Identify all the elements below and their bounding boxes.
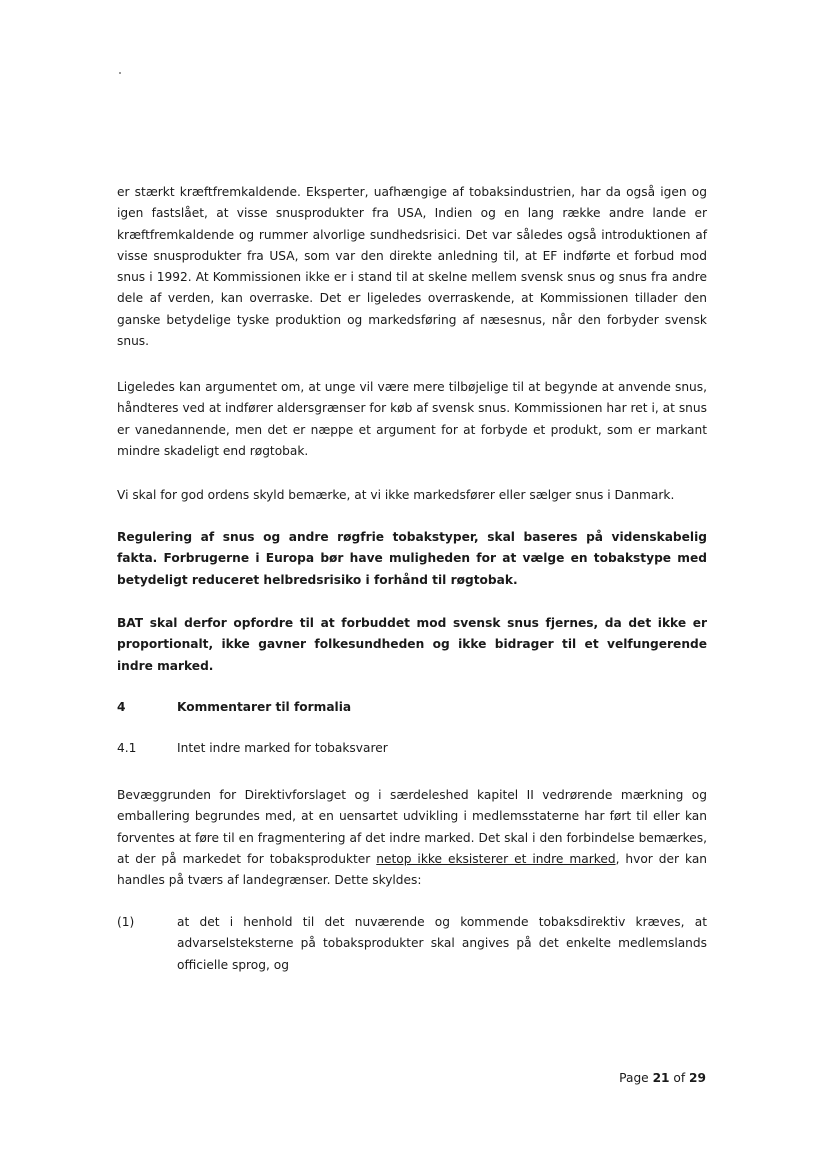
paragraph-text-end: , hvor der kan handles på tværs af landegrænser. Dette skyldes: <box>117 851 708 888</box>
paragraph-disclaimer: Vi skal for god ordens skyld bemærke, at vi ikke markedsfører eller sælger snus i Danmark. <box>117 488 675 502</box>
paragraph-age-limits: Ligeledes kan argumentet om, at unge vil være mere tilbøjelige til at begynde at anvende snus, håndteres ved at indfører aldersgrænser for køb af svensk snus. Kommissionen har ret i, at snus er vanedannende, men det er næppe et argument for at forbyde et produkt, som er markant mindre skadeligt end røgtobak. <box>117 380 707 458</box>
subsection-title: Intet indre marked for tobaksvarer <box>177 741 388 755</box>
paragraph-internal-market <box>117 785 707 891</box>
paragraph-snus-carcinogenic: er stærkt kræftfremkaldende. Eksperter, uafhængige af tobaksindustrien, har da også igen og igen fastslået, at visse snusprodukter fra USA, Indien og en lang række andre lande er kræftfremkaldende og rummer alvorlige sundhedsrisici. Det var således også introduktionen af visse snusprodukter fra USA, som var den direkte anledning til, at EF indførte et forbud mod snus i 1992. At Kommissionen ikke er i stand til at skelne mellem svensk snus og snus fra andre dele af verden, kan overraske. Det er ligeledes overraskende, at Kommissionen tillader den ganske betydelige tyske produktion og markedsføring af næsesnus, når den forbyder svensk snus. <box>117 185 707 349</box>
total-pages: 29 <box>689 1071 706 1085</box>
paragraph-regulation-bold: Regulering af snus og andre røgfrie tobakstyper, skal baseres på videnskabelig fakta. Forbrugerne i Europa bør have muligheden for at vælge en tobakstype med betydeligt reduceret helbredsrisiko i forhånd til røgtobak. <box>117 530 707 587</box>
paragraph-text-start: Bevæggrunden for Direktivforslaget og i særdeleshed kapitel II vedrørende mærkning og emballering begrundes med, at en uensartet udvikling i medlemsstaterne har ført til eller kan forventes at føre til en fragmentering af det indre marked. Det skal i den forbindelse bemærkes, at der på markedet for tobaksprodukter <box>117 788 707 866</box>
section-title: Kommentarer til formalia <box>177 700 352 714</box>
paragraph-bat-request-bold: BAT skal derfor opfordre til at forbuddet mod svensk snus fjernes, da det ikke er proportionalt, ikke gavner folkesundheden og ikke bidrager til et velfungerende indre marked. <box>117 616 707 673</box>
list-item-text: at det i henhold til det nuværende og kommende tobaksdirektiv kræves, at advarselsteksterne på tobaksprodukter skal angives på det enkelte medlemslands officielle sprog, og <box>177 915 707 972</box>
current-page: 21 <box>652 1071 670 1085</box>
section-number: 4 <box>117 700 126 714</box>
scan-speck <box>119 72 121 74</box>
page-number: Page 21 of 29 <box>619 1071 706 1085</box>
underlined-phrase: netop ikke eksisterer et indre marked <box>376 851 616 866</box>
subsection-number: 4.1 <box>117 741 137 755</box>
list-item-number: (1) <box>117 915 135 929</box>
